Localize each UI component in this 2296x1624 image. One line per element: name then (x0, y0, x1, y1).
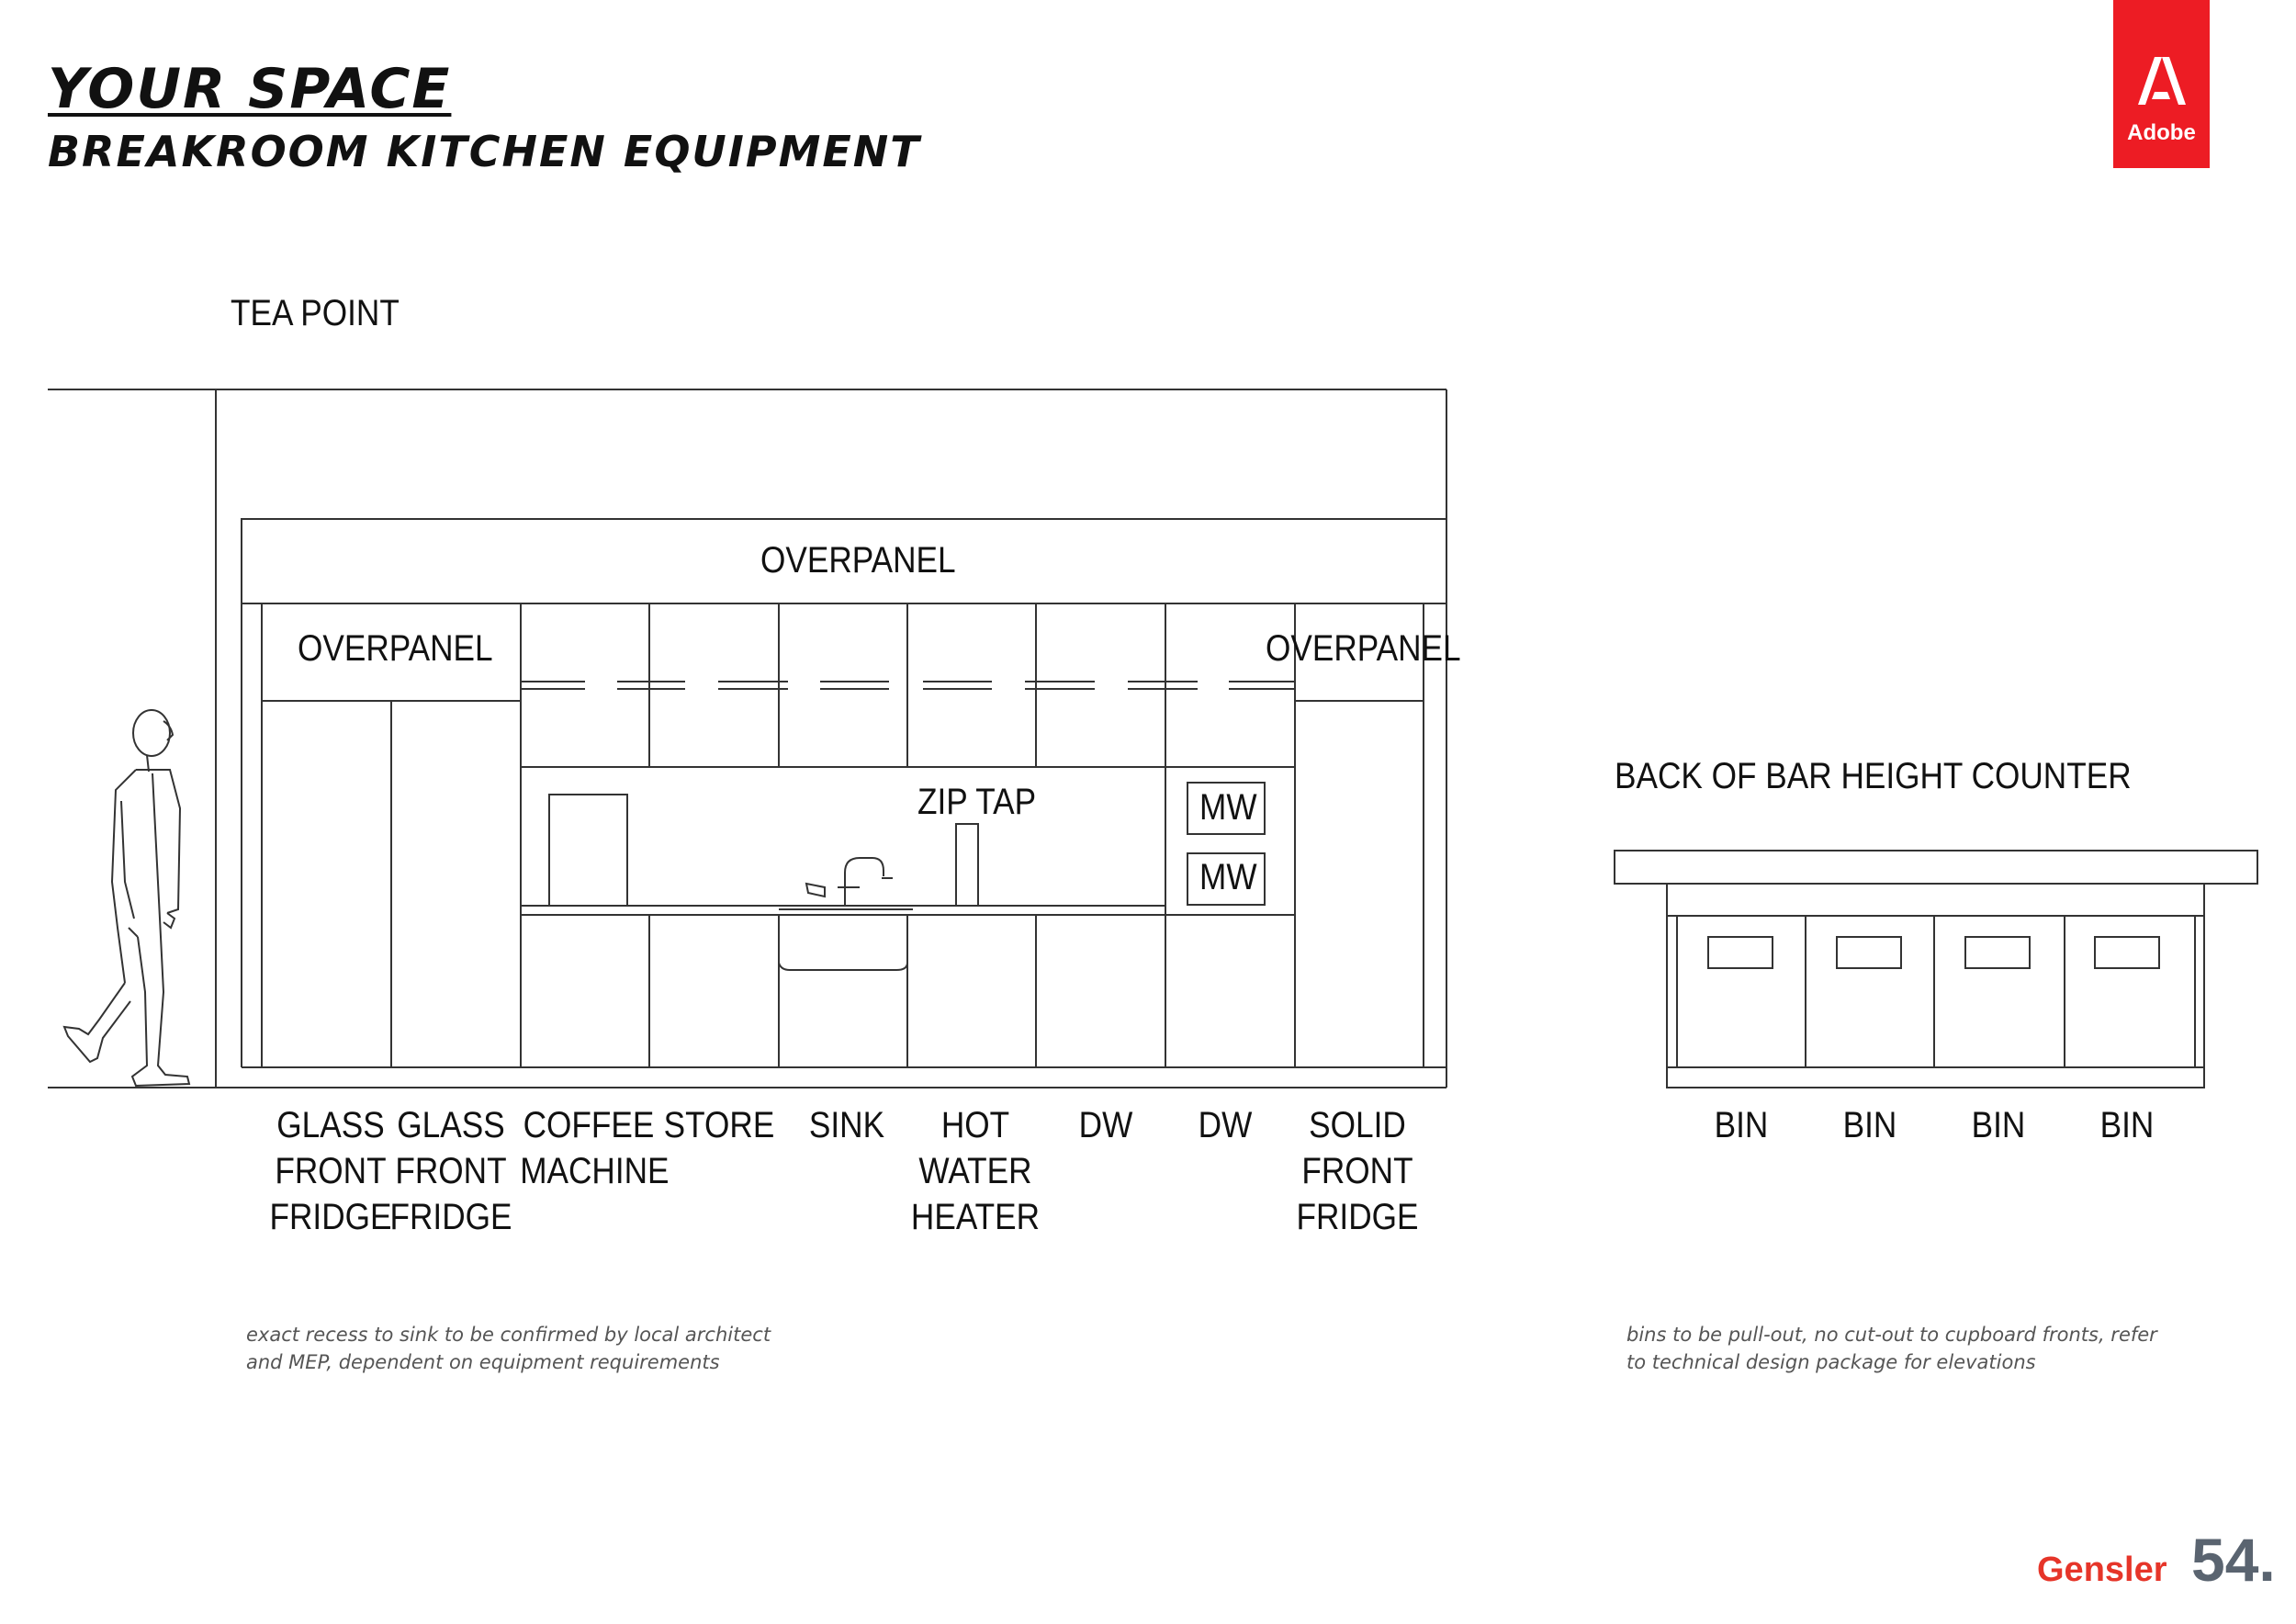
bin-handle (1708, 937, 1773, 968)
bar-counter-heading: BACK OF BAR HEIGHT COUNTER (1615, 756, 2132, 796)
bar-counter-note: bins to be pull-out, no cut-out to cupboard fronts, refer to technical design package for elevations (1626, 1324, 2157, 1373)
equipment-label-coffee-machine (520, 1102, 670, 1194)
equipment-label-hot-water-heater (911, 1102, 1041, 1240)
microwave-label: MW (1199, 857, 1257, 897)
equipment-label-text: SINK (808, 1105, 885, 1145)
bin-label: BIN (1714, 1105, 1769, 1145)
bar-counter-elevation (1615, 851, 2257, 1088)
equipment-label-glass-front-fridge (266, 1102, 396, 1240)
equipment-label-solid-front-fridge (1293, 1102, 1423, 1240)
overpanel-left-label: OVERPANEL (298, 628, 493, 669)
tea-point-heading: TEA POINT (231, 293, 400, 333)
overpanel-top-label: OVERPANEL (760, 540, 956, 581)
gensler-logo: Gensler (2037, 1551, 2167, 1589)
equipment-label-text: GLASS FRONT FRIDGE (269, 1105, 392, 1237)
tea-point-elevation (48, 389, 1446, 1088)
zip-tap-label: ZIP TAP (917, 782, 1037, 822)
page-title: YOUR SPACE (48, 57, 452, 121)
page-number: 54. (2191, 1526, 2276, 1594)
equipment-label-text: SOLID FRONT FRIDGE (1296, 1105, 1419, 1237)
bin-label: BIN (1971, 1105, 2026, 1145)
logo-text: Adobe (2127, 120, 2196, 145)
equipment-label-sink (782, 1102, 912, 1148)
equipment-label-store (655, 1102, 784, 1148)
equipment-label-dishwasher (1161, 1102, 1290, 1148)
equipment-label-text: DW (1198, 1105, 1253, 1145)
equipment-label-text: COFFEE MACHINE (520, 1105, 670, 1191)
microwave-label: MW (1199, 787, 1257, 828)
human-figure-icon (64, 710, 189, 1086)
equipment-label-text: GLASS FRONT FRIDGE (389, 1105, 512, 1237)
equipment-label-text: STORE (663, 1105, 775, 1145)
equipment-label-text: HOT WATER HEATER (910, 1105, 1041, 1237)
bin-handle (1837, 937, 1901, 968)
equipment-label-dishwasher (1041, 1102, 1171, 1148)
equipment-label-text: DW (1078, 1105, 1133, 1145)
bin-label: BIN (1842, 1105, 1897, 1145)
bin-label: BIN (2099, 1105, 2155, 1145)
bin-handle (2095, 937, 2159, 968)
page-subtitle: BREAKROOM KITCHEN EQUIPMENT (48, 127, 921, 176)
bin-handle (1965, 937, 2030, 968)
overpanel-right-label: OVERPANEL (1266, 628, 1461, 669)
tea-point-note: exact recess to sink to be confirmed by local architect and MEP, dependent on equipment requirements (246, 1324, 771, 1373)
equipment-label-glass-front-fridge (387, 1102, 516, 1240)
